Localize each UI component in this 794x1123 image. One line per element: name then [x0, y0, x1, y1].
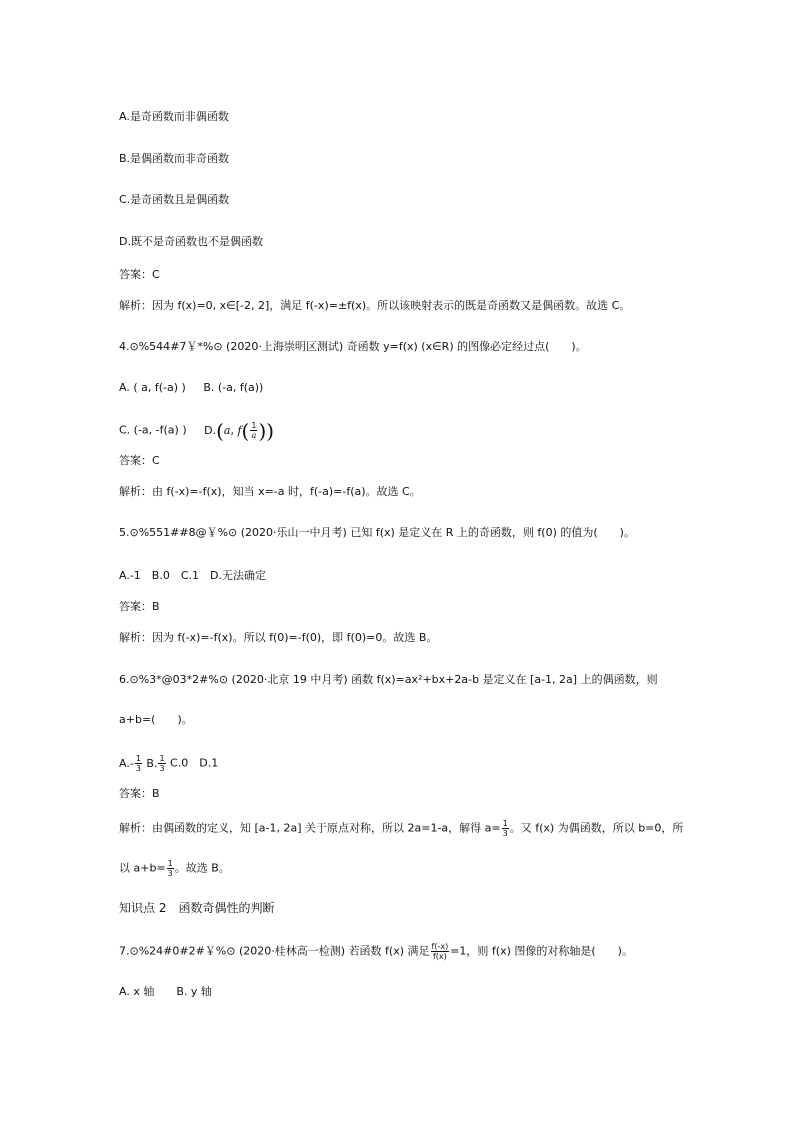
q4-option-d: D.(a, f( $\frac{1}{a}$ ))	[204, 418, 275, 443]
q5-analysis: 解析：因为 f(-x)=-f(x)。所以 f(0)=-f(0)，即 f(0)=0。故选 B。	[119, 631, 438, 644]
q4-option-b: B. (-a, f(a))	[203, 381, 264, 394]
q4-options-ab	[119, 381, 263, 395]
q6-answer: 答案：B	[119, 787, 160, 800]
q6-analysis-line1: 解析：由偶函数的定义，知 [a-1, 2a] 关于原点对称，所以 2a=1-a，解得 a= $\frac{1}{3}$ 。又 f(x) 为偶函数，所以 b=0，所	[119, 819, 684, 838]
q4-option-a: A. ( a, f(-a) )	[119, 381, 186, 394]
q3-option-a: A.是奇函数而非偶函数	[119, 110, 229, 123]
q6-option-b: B. $\frac{1}{3}$	[146, 754, 165, 773]
q7-stem: 7.⊙%24#0#2#￥%⊙ (2020·桂林高一检测) 若函数 f(x) 满足 $\frac{f(-x)}{f(x)}$ =1，则 f(x) 图像的对称轴是( )。	[119, 942, 633, 961]
section-heading: 知识点 2 函数奇偶性的判断	[119, 901, 275, 915]
q4-stem: 4.⊙%544#7￥*%⊙ (2020·上海崇明区测试) 奇函数 y=f(x) (x∈R) 的图像必定经过点( )。	[119, 340, 587, 353]
q6-stem-line2: a+b=( )。	[119, 713, 193, 726]
q3-option-c: C.是奇函数且是偶函数	[119, 193, 230, 206]
q7-options: A. x 轴 B. y 轴	[119, 985, 212, 998]
q3-answer: 答案：C	[119, 268, 160, 281]
q6-option-a: A.- $\frac{1}{3}$	[119, 754, 141, 773]
q3-option-d: D.既不是奇函数也不是偶函数	[119, 235, 263, 248]
q6-stem-line1: 6.⊙%3*@03*2#%⊙ (2020·北京 19 中月考) 函数 f(x)=ax²+bx+2a-b 是定义在 [a-1, 2a] 上的偶函数，则	[119, 673, 658, 686]
q5-answer: 答案：B	[119, 600, 160, 613]
q4-option-c: C. (-a, -f(a) )	[119, 423, 187, 437]
q5-options: A.-1 B.0 C.1 D.无法确定	[119, 569, 266, 582]
q4-answer: 答案：C	[119, 454, 160, 467]
q6-option-cd: C.0 D.1	[170, 756, 219, 770]
q4-options-cd	[119, 418, 275, 443]
q3-analysis: 解析：因为 f(x)=0, x∈[-2, 2]，满足 f(-x)=±f(x)。所以该映射表示的既是奇函数又是偶函数。故选 C。	[119, 299, 631, 312]
q5-stem: 5.⊙%551##8@￥%⊙ (2020·乐山一中月考) 已知 f(x) 是定义在 R 上的奇函数，则 f(0) 的值为( )。	[119, 526, 635, 539]
q6-options	[119, 754, 218, 773]
q4-analysis: 解析：由 f(-x)=-f(x)，知当 x=-a 时，f(-a)=-f(a)。故选 C。	[119, 485, 421, 498]
q3-option-b: B.是偶函数而非奇函数	[119, 152, 230, 165]
q6-analysis-line2: 以 a+b= $\frac{1}{3}$ 。故选 B。	[119, 859, 230, 878]
